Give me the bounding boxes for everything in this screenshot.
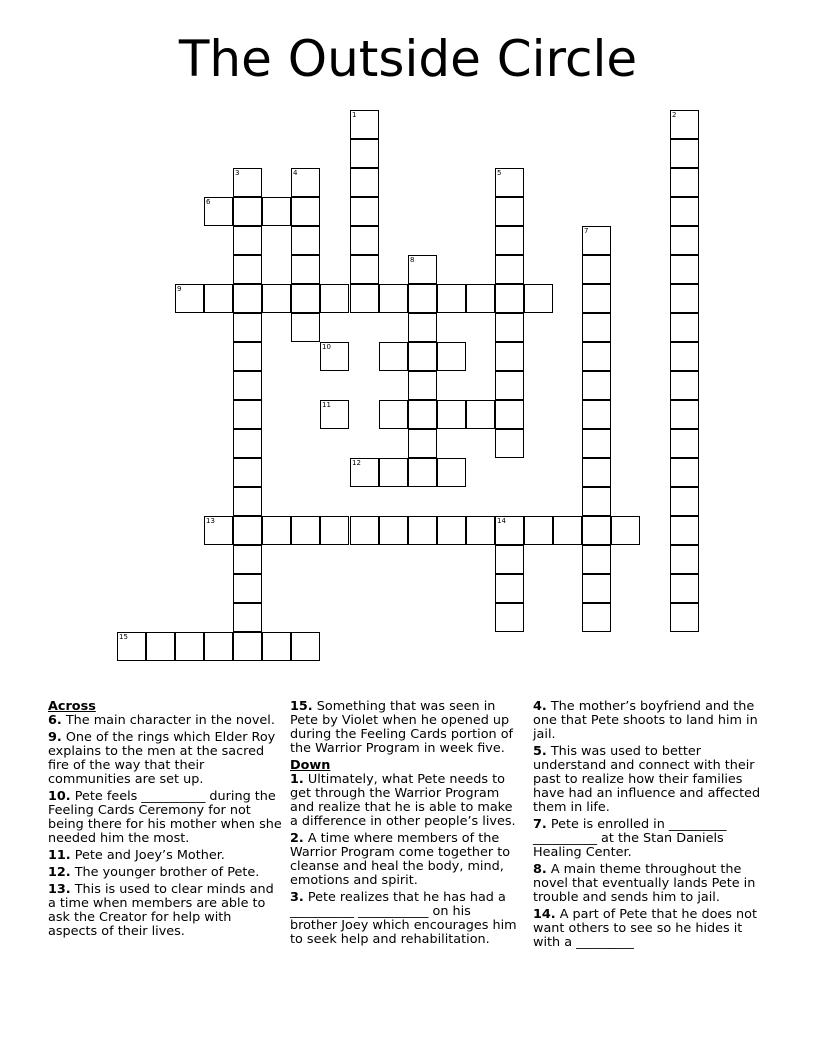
grid-cell[interactable] [350, 458, 379, 487]
clue-number: 9. [48, 730, 62, 745]
grid-cell[interactable] [233, 313, 262, 342]
grid-cell[interactable] [233, 400, 262, 429]
clue-number: 13. [48, 882, 71, 897]
clue-number: 5. [533, 744, 547, 759]
grid-cell[interactable] [291, 197, 320, 226]
clue-number: 2. [290, 831, 304, 846]
grid-cell[interactable] [582, 342, 611, 371]
clue-number: 12. [48, 865, 71, 880]
clue-text: A main theme throughout the novel that eventually lands Pete in trouble and sends him to jail. [533, 862, 756, 905]
clue-number: 4. [533, 699, 547, 714]
clue-text: This is used to clear minds and a time when members are able to ask the Creator for help with aspects of their lives. [48, 882, 274, 939]
grid-cell[interactable] [408, 284, 437, 313]
grid-cell[interactable] [233, 545, 262, 574]
grid-cell[interactable] [350, 168, 379, 197]
grid-cell[interactable] [291, 516, 320, 545]
grid-cell[interactable] [408, 458, 437, 487]
grid-cell[interactable] [437, 284, 466, 313]
across-heading: Across [48, 699, 96, 714]
clue-down-5 [533, 745, 765, 815]
clue-text: The mother’s boyfriend and the one that Pete shoots to land him in jail. [533, 699, 758, 742]
clue-number: 11. [48, 848, 71, 863]
grid-cell[interactable] [670, 516, 699, 545]
clue-text: The younger brother of Pete. [70, 865, 260, 880]
grid-cell[interactable] [320, 342, 349, 371]
clue-text: A time where members of the Warrior Program come together to cleanse and heal the body, mind, emotions and spirit. [290, 831, 511, 888]
grid-cell[interactable] [524, 284, 553, 313]
grid-cell[interactable] [582, 429, 611, 458]
grid-cell[interactable] [524, 516, 553, 545]
grid-cell[interactable] [233, 371, 262, 400]
clue-number-label: 2 [672, 111, 677, 119]
grid-cell[interactable] [233, 632, 262, 661]
clue-across-12 [48, 866, 284, 880]
clue-number: 3. [290, 890, 304, 905]
grid-cell[interactable] [233, 458, 262, 487]
grid-cell[interactable] [379, 516, 408, 545]
puzzle-title: The Outside Circle [178, 30, 638, 88]
grid-cell[interactable] [670, 255, 699, 284]
grid-cell[interactable] [582, 545, 611, 574]
grid-cell[interactable] [670, 313, 699, 342]
grid-cell[interactable] [495, 226, 524, 255]
clue-text: Ultimately, what Pete needs to get through the Warrior Program and realize that he is able to make a difference in other people’s lives. [290, 772, 516, 829]
grid-cell[interactable] [262, 284, 291, 313]
grid-cell[interactable] [379, 458, 408, 487]
grid-cell[interactable] [233, 168, 262, 197]
grid-cell[interactable] [350, 284, 379, 313]
grid-cell[interactable] [670, 226, 699, 255]
clue-number-label: 7 [584, 227, 589, 235]
clue-down-14 [533, 908, 765, 950]
grid-cell[interactable] [466, 400, 495, 429]
grid-cell[interactable] [233, 603, 262, 632]
clue-text: Pete feels __________ during the Feeling Cards Ceremony for not being there for his mother when she needed him the most. [48, 789, 282, 846]
clue-number-label: 8 [410, 256, 415, 264]
grid-cell[interactable] [582, 487, 611, 516]
clue-number: 14. [533, 907, 556, 922]
grid-cell[interactable] [291, 632, 320, 661]
grid-cell[interactable] [670, 487, 699, 516]
grid-cell[interactable] [582, 284, 611, 313]
grid-cell[interactable] [233, 516, 262, 545]
grid-cell[interactable] [582, 603, 611, 632]
grid-cell[interactable] [233, 226, 262, 255]
grid-cell[interactable] [670, 429, 699, 458]
clue-number-label: 4 [293, 169, 298, 177]
grid-cell[interactable] [175, 632, 204, 661]
clue-text: One of the rings which Elder Roy explains to the men at the sacred fire of the way that their communities are set up. [48, 730, 276, 787]
grid-cell[interactable] [495, 284, 524, 313]
grid-cell[interactable] [204, 197, 233, 226]
clue-number-label: 11 [322, 401, 331, 409]
clue-number-label: 15 [119, 633, 128, 641]
grid-cell[interactable] [495, 574, 524, 603]
grid-cell[interactable] [670, 139, 699, 168]
grid-cell[interactable] [320, 284, 349, 313]
grid-cell[interactable] [233, 487, 262, 516]
grid-cell[interactable] [495, 545, 524, 574]
grid-cell[interactable] [350, 516, 379, 545]
clue-down-7 [533, 818, 765, 860]
clue-number-label: 9 [177, 285, 182, 293]
grid-cell[interactable] [233, 574, 262, 603]
clue-text: Pete is enrolled in _________ __________ at the Stan Daniels Healing Center. [533, 817, 727, 860]
grid-cell[interactable] [408, 313, 437, 342]
grid-cell[interactable] [291, 255, 320, 284]
grid-cell[interactable] [670, 545, 699, 574]
clue-number-label: 13 [206, 517, 215, 525]
clue-text: Pete and Joey’s Mother. [70, 848, 225, 863]
grid-cell[interactable] [233, 255, 262, 284]
clue-across-10 [48, 790, 284, 846]
clue-text: This was used to better understand and connect with their past to realize how their families have had an influence and affected them in life. [533, 744, 761, 815]
grid-cell[interactable] [582, 255, 611, 284]
grid-cell[interactable] [379, 342, 408, 371]
grid-cell[interactable] [495, 429, 524, 458]
grid-cell[interactable] [175, 284, 204, 313]
grid-cell[interactable] [262, 632, 291, 661]
clue-number: 7. [533, 817, 547, 832]
grid-cell[interactable] [495, 255, 524, 284]
grid-cell[interactable] [437, 458, 466, 487]
grid-cell[interactable] [582, 313, 611, 342]
clue-down-8 [533, 863, 765, 905]
grid-cell[interactable] [582, 371, 611, 400]
clue-number: 10. [48, 789, 71, 804]
clue-down-4 [533, 700, 765, 742]
clue-number: 1. [290, 772, 304, 787]
clue-number-label: 6 [206, 198, 211, 206]
grid-cell[interactable] [670, 458, 699, 487]
clue-text: Something that was seen in Pete by Violet when he opened up during the Feeling Cards portion of the Warrior Program in week five. [290, 699, 514, 756]
grid-cell[interactable] [670, 574, 699, 603]
grid-cell[interactable] [670, 603, 699, 632]
grid-cell[interactable] [582, 516, 611, 545]
grid-cell[interactable] [204, 516, 233, 545]
grid-cell[interactable] [233, 429, 262, 458]
clue-number-label: 3 [235, 169, 240, 177]
clue-across-15 [290, 700, 522, 756]
grid-cell[interactable] [291, 168, 320, 197]
clue-across-13 [48, 883, 284, 939]
grid-cell[interactable] [379, 400, 408, 429]
grid-cell[interactable] [262, 197, 291, 226]
clue-number-label: 1 [352, 111, 357, 119]
grid-cell[interactable] [350, 139, 379, 168]
grid-cell[interactable] [437, 342, 466, 371]
grid-cell[interactable] [466, 284, 495, 313]
grid-cell[interactable] [408, 255, 437, 284]
grid-cell[interactable] [670, 197, 699, 226]
clue-across-6 [48, 714, 284, 728]
clue-text: The main character in the novel. [61, 713, 275, 728]
grid-cell[interactable] [495, 313, 524, 342]
clue-down-2 [290, 832, 522, 888]
grid-cell[interactable] [291, 226, 320, 255]
clue-down-3 [290, 891, 522, 947]
clue-across-11 [48, 849, 284, 863]
grid-cell[interactable] [495, 400, 524, 429]
clue-text: Pete realizes that he has had a __________ ___________ on his brother Joey which encourages him to seek help and rehabilitation. [290, 890, 517, 947]
grid-cell[interactable] [408, 516, 437, 545]
grid-cell[interactable] [117, 632, 146, 661]
grid-cell[interactable] [670, 371, 699, 400]
clue-number: 15. [290, 699, 313, 714]
clue-number: 6. [48, 713, 62, 728]
grid-cell[interactable] [495, 603, 524, 632]
grid-cell[interactable] [495, 168, 524, 197]
grid-cell[interactable] [408, 429, 437, 458]
grid-cell[interactable] [408, 400, 437, 429]
clues-column-2 [290, 700, 522, 950]
grid-cell[interactable] [233, 342, 262, 371]
grid-cell[interactable] [204, 632, 233, 661]
grid-cell[interactable] [233, 284, 262, 313]
grid-cell[interactable] [291, 313, 320, 342]
grid-cell[interactable] [495, 516, 524, 545]
grid-cell[interactable] [408, 342, 437, 371]
clue-down-1 [290, 773, 522, 829]
grid-cell[interactable] [495, 342, 524, 371]
grid-cell[interactable] [379, 284, 408, 313]
grid-cell[interactable] [611, 516, 640, 545]
grid-cell[interactable] [146, 632, 175, 661]
grid-cell[interactable] [437, 516, 466, 545]
grid-cell[interactable] [553, 516, 582, 545]
grid-cell[interactable] [320, 400, 349, 429]
clue-number-label: 10 [322, 343, 331, 351]
grid-cell[interactable] [670, 168, 699, 197]
clue-number-label: 14 [497, 517, 506, 525]
grid-cell[interactable] [204, 284, 233, 313]
clue-across-9 [48, 731, 284, 787]
down-heading: Down [290, 758, 331, 773]
grid-cell[interactable] [320, 516, 349, 545]
grid-cell[interactable] [670, 400, 699, 429]
grid-cell[interactable] [350, 255, 379, 284]
grid-cell[interactable] [262, 516, 291, 545]
clue-number: 8. [533, 862, 547, 877]
grid-cell[interactable] [582, 400, 611, 429]
clue-text: A part of Pete that he does not want others to see so he hides it with a _________ [533, 907, 757, 950]
grid-cell[interactable] [582, 458, 611, 487]
grid-cell[interactable] [582, 574, 611, 603]
grid-cell[interactable] [466, 516, 495, 545]
grid-cell[interactable] [233, 197, 262, 226]
grid-cell[interactable] [350, 110, 379, 139]
clues-column-3 [533, 700, 765, 953]
grid-cell[interactable] [495, 197, 524, 226]
grid-cell[interactable] [670, 342, 699, 371]
clue-number-label: 5 [497, 169, 502, 177]
grid-cell[interactable] [495, 371, 524, 400]
grid-cell[interactable] [437, 400, 466, 429]
grid-cell[interactable] [670, 110, 699, 139]
grid-cell[interactable] [350, 226, 379, 255]
grid-cell[interactable] [582, 226, 611, 255]
grid-cell[interactable] [350, 197, 379, 226]
grid-cell[interactable] [291, 284, 320, 313]
clue-number-label: 12 [352, 459, 361, 467]
clues-column-1 [48, 700, 284, 942]
grid-cell[interactable] [670, 284, 699, 313]
grid-cell[interactable] [408, 371, 437, 400]
